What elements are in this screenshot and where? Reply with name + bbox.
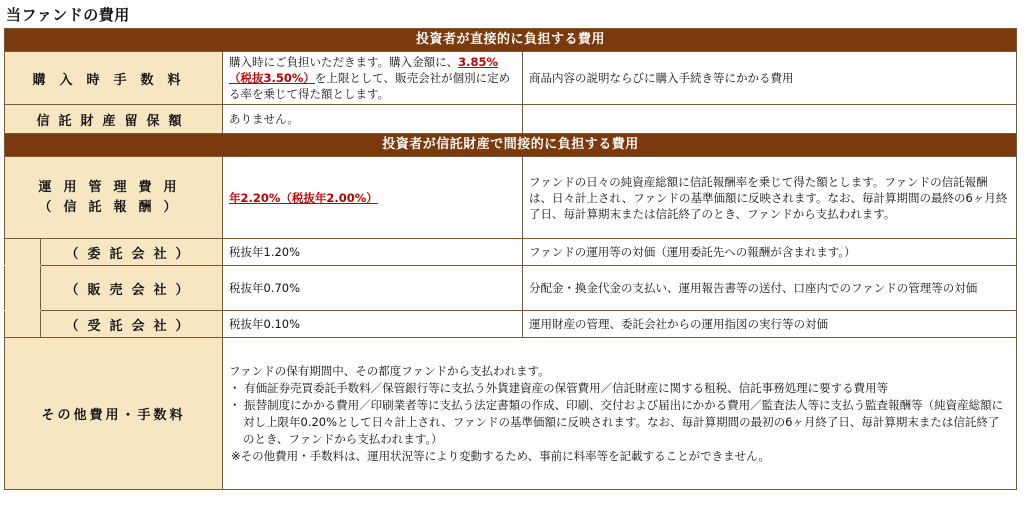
breakdown-label-trustor: （委託会社）: [41, 239, 223, 266]
breakdown-description-distributor: 分配金・換金代金の支払い、運用報告書等の送付、口座内でのファンドの管理等の対価: [523, 266, 1017, 311]
other-fees-bullet-1: ・ 有価証券売買委託手数料／保管銀行等に支払う外貨建資産の保管費用／信託財産に関する租税、信託事務処理に要する費用等: [229, 380, 889, 395]
purchase-fee-description: 商品内容の説明ならびに購入手続き等にかかる費用: [523, 52, 1017, 105]
breakdown-amount-trustee: 税抜年0.10%: [223, 311, 523, 338]
purchase-fee-amount-post: を上限として、販売会社が個別に定める率を乗じて得た額とします。: [229, 71, 511, 101]
management-fee-label: [5, 157, 223, 239]
row-trust-reserve: [5, 105, 1017, 134]
fee-table: [4, 28, 1017, 490]
section-header-direct: 投資者が直接的に負担する費用: [5, 29, 1017, 52]
row-breakdown-trustor: [5, 239, 1017, 266]
breakdown-label-distributor: （販売会社）: [41, 266, 223, 311]
other-fees-content: [223, 338, 1017, 490]
other-fees-bullet-2: ・ 振替制度にかかる費用／印刷業者等に支払う法定書類の作成、印刷、交付および届出にかかる費用／監査法人等に支払う監査報酬等（純資産総額に対し上限年0.20%として日々計上され、ファンドの基準価額に反映されます。なお、毎計算期間の最初の6ヶ月終了日、毎計算期末または信託終了のとき、ファンドから支払われます。）: [229, 397, 1004, 446]
trust-reserve-description: [523, 105, 1017, 134]
page-title: 当ファンドの費用: [6, 6, 130, 24]
row-other-fees: [5, 338, 1017, 490]
other-fees-label: その他費用・手数料: [5, 338, 223, 490]
row-management-fee: [5, 157, 1017, 239]
row-purchase-fee: [5, 52, 1017, 105]
other-fees-intro: ファンドの保有期間中、その都度ファンドから支払われます。: [229, 363, 550, 378]
row-breakdown-distributor: [5, 266, 1017, 311]
purchase-fee-label: 購入時手数料: [5, 52, 223, 105]
purchase-fee-amount-pre: 購入時にご負担いただきます。購入金額に、: [229, 55, 459, 69]
breakdown-amount-distributor: 税抜年0.70%: [223, 266, 523, 311]
management-fee-rate: 年2.20%（税抜年2.00%）: [229, 190, 378, 205]
breakdown-indent: [5, 239, 41, 266]
management-fee-amount: [223, 157, 523, 239]
trust-reserve-amount: ありません。: [223, 105, 523, 134]
management-fee-label-line1: 運用管理費用: [38, 179, 189, 195]
row-breakdown-trustee: [5, 311, 1017, 338]
breakdown-description-trustee: 運用財産の管理、委託会社からの運用指図の実行等の対価: [523, 311, 1017, 338]
purchase-fee-amount: [223, 52, 523, 105]
breakdown-label-trustee: （受託会社）: [41, 311, 223, 338]
section-header-indirect: 投資者が信託財産で間接的に負担する費用: [5, 134, 1017, 157]
management-fee-label-line2: （信託報酬）: [38, 199, 189, 215]
trust-reserve-label: 信託財産留保額: [5, 105, 223, 134]
management-fee-description: ファンドの日々の純資産総額に信託報酬率を乗じて得た額とします。ファンドの信託報酬は、日々計上され、ファンドの基準価額に反映されます。なお、毎計算期間の最終の6ヶ月終了日、毎計算期末または信託終了のとき、ファンドから支払われます。: [523, 157, 1017, 239]
breakdown-amount-trustor: 税抜年1.20%: [223, 239, 523, 266]
purchase-fee-rate: 3.85%（税抜3.50%）: [229, 55, 498, 85]
breakdown-indent: [5, 266, 41, 311]
breakdown-description-trustor: ファンドの運用等の対価（運用委託先への報酬が含まれます。）: [523, 239, 1017, 266]
other-fees-note: ※その他費用・手数料は、運用状況等により変動するため、事前に料率等を記載することができません。: [231, 448, 770, 463]
breakdown-indent: [5, 311, 41, 338]
